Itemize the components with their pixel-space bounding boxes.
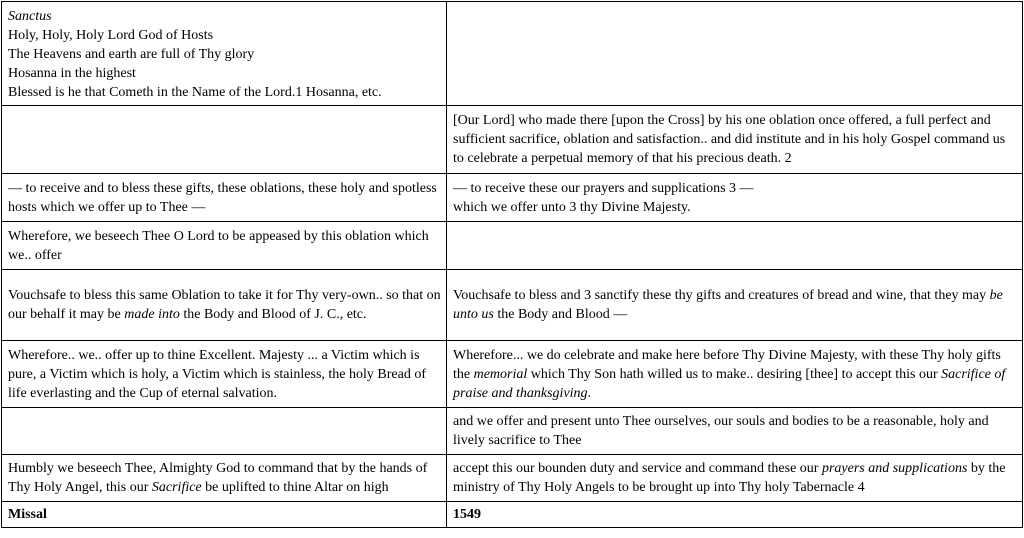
- sanctus-line: Blessed is he that Cometh in the Name of the Lord.1 Hosanna, etc.: [8, 85, 382, 100]
- table-row: [2, 2, 1023, 106]
- cell-emphasis: memorial: [473, 366, 528, 382]
- cell-text: .: [587, 385, 592, 401]
- sanctus-line: The Heavens and earth are full of Thy glory: [8, 47, 255, 62]
- prayer-book-cell: [447, 2, 1023, 106]
- table-row: [2, 455, 1023, 502]
- prayer-book-cell: [447, 222, 1023, 270]
- table-row: [2, 270, 1023, 341]
- cell-emphasis: be unto us: [453, 288, 1003, 322]
- sanctus-line: Hosanna in the highest: [8, 66, 136, 81]
- cell-emphasis: prayers and supplications: [821, 461, 968, 476]
- cell-emphasis: Sacrifice: [151, 480, 202, 495]
- prayer-book-cell: and we offer and present unto Thee ourselves, our souls and bodies to be a reasonable, holy and lively sacrifice to Thee: [447, 408, 1023, 455]
- prayer-book-cell: [447, 270, 1023, 341]
- column-heading-missal: Missal: [2, 502, 447, 528]
- missal-cell: Wherefore, we beseech Thee O Lord to be appeased by this oblation which we.. offer: [2, 222, 447, 270]
- prayer-book-cell: [447, 455, 1023, 502]
- prayer-book-cell: [Our Lord] who made there [upon the Cross] by his one oblation once offered, a full perfect and sufficient sacrifice, oblation and satisfaction.. and did institute and in his holy Gospel command us to celebrate a perpetual memory of that his precious death. 2: [447, 106, 1023, 174]
- table-footer-row: [2, 502, 1023, 528]
- cell-text: be uplifted to thine Altar on high: [201, 480, 389, 495]
- comparison-table: [1, 1, 1023, 528]
- missal-cell: [2, 270, 447, 341]
- cell-text-line: which we offer unto 3 thy Divine Majesty.: [453, 199, 691, 215]
- prayer-book-cell: [447, 341, 1023, 408]
- cell-text: Vouchsafe to bless this same Oblation to take it for Thy very-own.. so that on our behalf it may be: [8, 288, 441, 322]
- sanctus-line: Holy, Holy, Holy Lord God of Hosts: [8, 28, 214, 43]
- cell-text: Humbly we beseech Thee, Almighty God to command that by the hands of Thy Holy Angel, this our: [8, 461, 428, 495]
- table-row: [2, 106, 1023, 174]
- cell-text: accept this our bounden duty and service and command these our: [453, 461, 822, 476]
- cell-emphasis: made into: [124, 307, 180, 322]
- missal-cell: — to receive and to bless these gifts, these oblations, these holy and spotless hosts which we offer up to Thee —: [2, 174, 447, 222]
- missal-cell: [2, 408, 447, 455]
- column-heading-1549: 1549: [447, 502, 1023, 528]
- cell-text: by the ministry of Thy Holy Angels to be brought up into Thy holy Tabernacle 4: [453, 461, 1006, 495]
- table-row: [2, 174, 1023, 222]
- missal-cell: [2, 106, 447, 174]
- missal-cell: [2, 2, 447, 106]
- sanctus-title: Sanctus: [8, 9, 52, 24]
- cell-text-line: — to receive these our prayers and supplications 3 —: [453, 180, 754, 196]
- cell-emphasis: Sacrifice of praise and thanksgiving: [453, 366, 1006, 401]
- missal-cell: [2, 455, 447, 502]
- table-row: [2, 222, 1023, 270]
- cell-text: Wherefore... we do celebrate and make here before Thy Divine Majesty, with these Thy holy gifts the: [453, 347, 1001, 382]
- cell-text: Vouchsafe to bless and 3 sanctify these thy gifts and creatures of bread and wine, that they may: [453, 288, 990, 303]
- cell-text: the Body and Blood of J. C., etc.: [179, 307, 367, 322]
- table-row: [2, 408, 1023, 455]
- prayer-book-cell: [447, 174, 1023, 222]
- table-row: [2, 341, 1023, 408]
- cell-text: which Thy Son hath willed us to make.. desiring [thee] to accept this our: [527, 366, 942, 382]
- cell-text: the Body and Blood —: [493, 307, 628, 322]
- missal-cell: Wherefore.. we.. offer up to thine Excellent. Majesty ... a Victim which is pure, a Victim which is holy, a Victim which is stainless, the holy Bread of life everlasting and the Cup of eternal salvation.: [2, 341, 447, 408]
